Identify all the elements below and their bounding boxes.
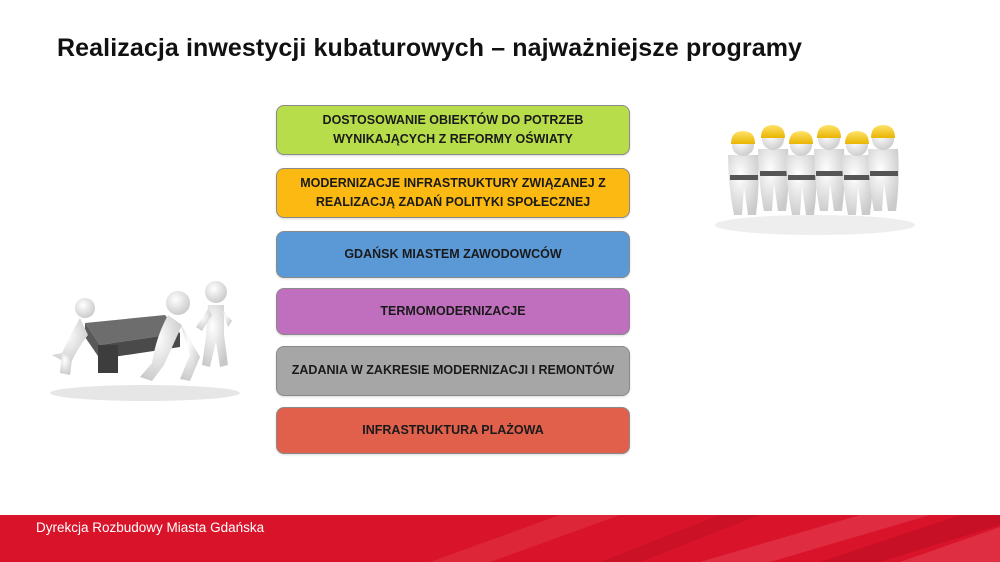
program-box-reforma-oswiaty[interactable] [276, 105, 630, 155]
worker-figure [814, 125, 845, 211]
program-label: INFRASTRUKTURA PLAŻOWA [362, 422, 544, 437]
worker-figure [786, 131, 817, 215]
program-label: MODERNIZACJE INFRASTRUKTURY ZWIĄZANEJ Z REALIZACJĄ ZADAŃ POLITYKI SPOŁECZNEJ [300, 175, 606, 209]
program-box-termomodernizacje[interactable] [276, 288, 630, 335]
program-label: TERMOMODERNIZACJE [380, 303, 526, 318]
worker-figure [728, 131, 759, 215]
program-box-miasto-zawodowcow[interactable] [276, 231, 630, 278]
worker-figure [842, 131, 873, 215]
program-box-infrastruktura-plazowa[interactable] [276, 407, 630, 454]
worker-figure [868, 125, 899, 211]
construction-workers-illustration [710, 125, 920, 250]
program-box-modernizacje-remonty[interactable] [276, 346, 630, 396]
footer-organization-name: Dyrekcja Rozbudowy Miasta Gdańska [36, 520, 265, 535]
worker-figure [758, 125, 789, 211]
program-label: DOSTOSOWANIE OBIEKTÓW DO POTRZEB WYNIKAJĄCYCH Z REFORMY OŚWIATY [322, 112, 584, 146]
figures-lifting-illustration [40, 275, 240, 405]
program-label: ZADANIA W ZAKRESIE MODERNIZACJI I REMONTÓW [291, 363, 615, 378]
footer-bar [0, 515, 1000, 562]
slide-title: Realizacja inwestycji kubaturowych – najważniejsze programy [57, 34, 803, 62]
program-box-polityka-spoleczna[interactable] [276, 168, 630, 218]
program-label: GDAŃSK MIASTEM ZAWODOWCÓW [344, 246, 562, 261]
